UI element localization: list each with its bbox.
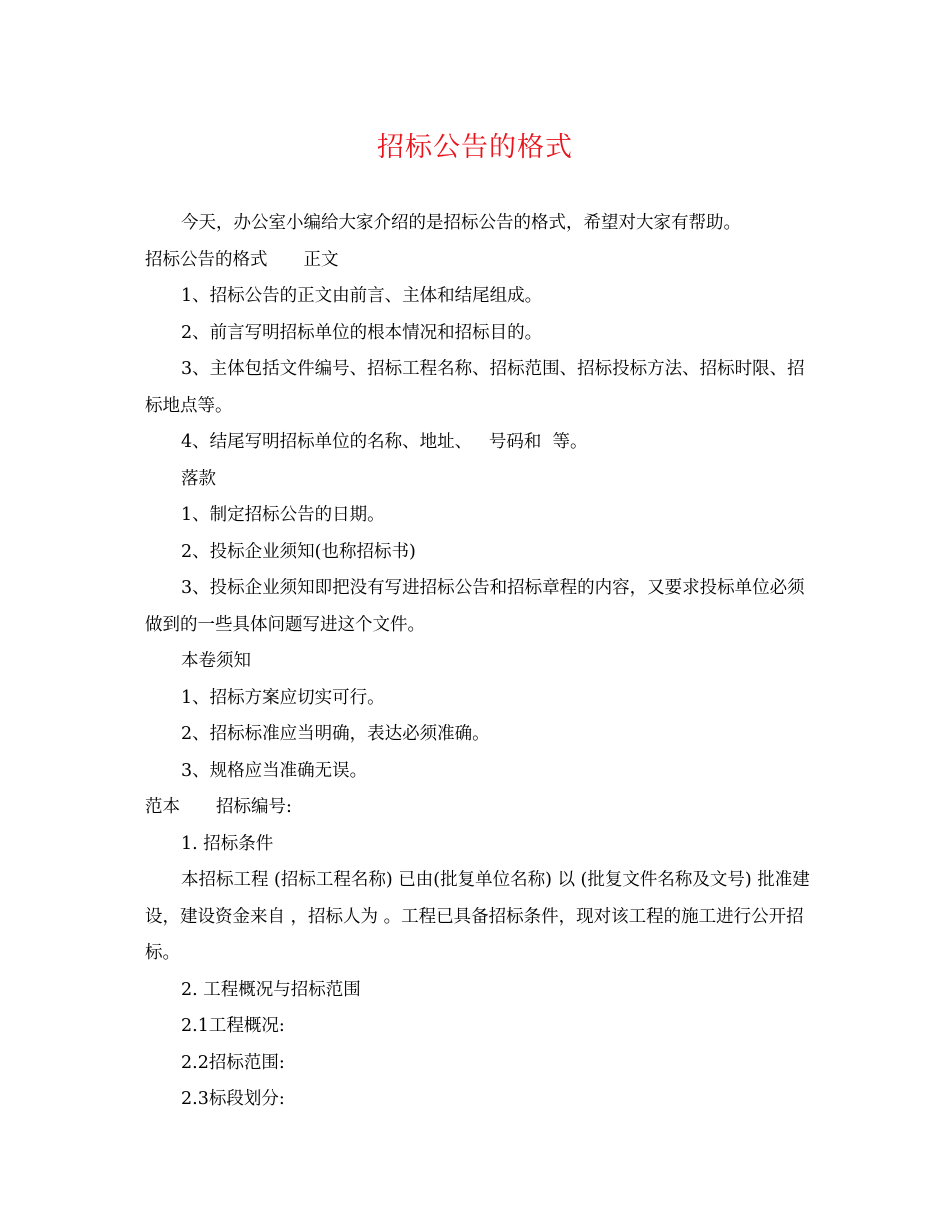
section2-item: 2.2招标范围:	[181, 1052, 285, 1073]
section2-item: 2.3标段划分:	[181, 1089, 285, 1109]
body-point: 3、主体包括文件编号、招标工程名称、招标范围、招标投标方法、招标时限、招标地点等。	[145, 359, 805, 416]
section1-text: 本招标工程 (招标工程名称) 已由(批复单位名称) 以 (批复文件名称及文号) 批准建设，建设资金来自 ，招标人为 。工程已具备招标条件，现对该工程的施工进行公开招标。	[145, 870, 810, 963]
main-text-heading-a: 招标公告的格式	[145, 249, 268, 270]
signature-point: 3、投标企业须知即把没有写进招标公告和招标章程的内容，又要求投标单位必须做到的一些具体问题写进这个文件。	[145, 578, 805, 635]
intro-paragraph: 今天，办公室小编给大家介绍的是招标公告的格式，希望对大家有帮助。	[181, 213, 741, 233]
body-point: 1、招标公告的正文由前言、主体和结尾组成。	[181, 286, 543, 306]
section2-title: 2. 工程概况与招标范围	[181, 979, 361, 1000]
notice-heading: 本卷须知	[181, 651, 251, 671]
signature-heading: 落款	[181, 468, 216, 489]
document-body	[145, 205, 810, 1118]
document-title: 招标公告的格式	[377, 132, 573, 163]
notice-point: 3、规格应当准确无误。	[181, 760, 368, 781]
notice-point: 2、招标标准应当明确，表达必须准确。	[181, 724, 490, 744]
body-point: 4、结尾写明招标单位的名称、地址、 号码和 等。	[181, 432, 588, 452]
signature-point: 2、投标企业须知(也称招标书)	[181, 541, 416, 562]
section2-item: 2.1工程概况:	[181, 1016, 285, 1036]
section1-title: 1. 招标条件	[181, 833, 274, 854]
main-text-heading-b: 正文	[303, 249, 339, 270]
notice-point: 1、招标方案应切实可行。	[181, 687, 385, 708]
sample-heading	[145, 789, 810, 826]
body-point: 2、前言写明招标单位的根本情况和招标目的。	[181, 322, 543, 343]
sample-number-label: 招标编号:	[216, 797, 292, 817]
sample-label: 范本	[145, 797, 180, 817]
main-text-heading	[145, 242, 810, 279]
signature-point: 1、制定招标公告的日期。	[181, 505, 385, 525]
